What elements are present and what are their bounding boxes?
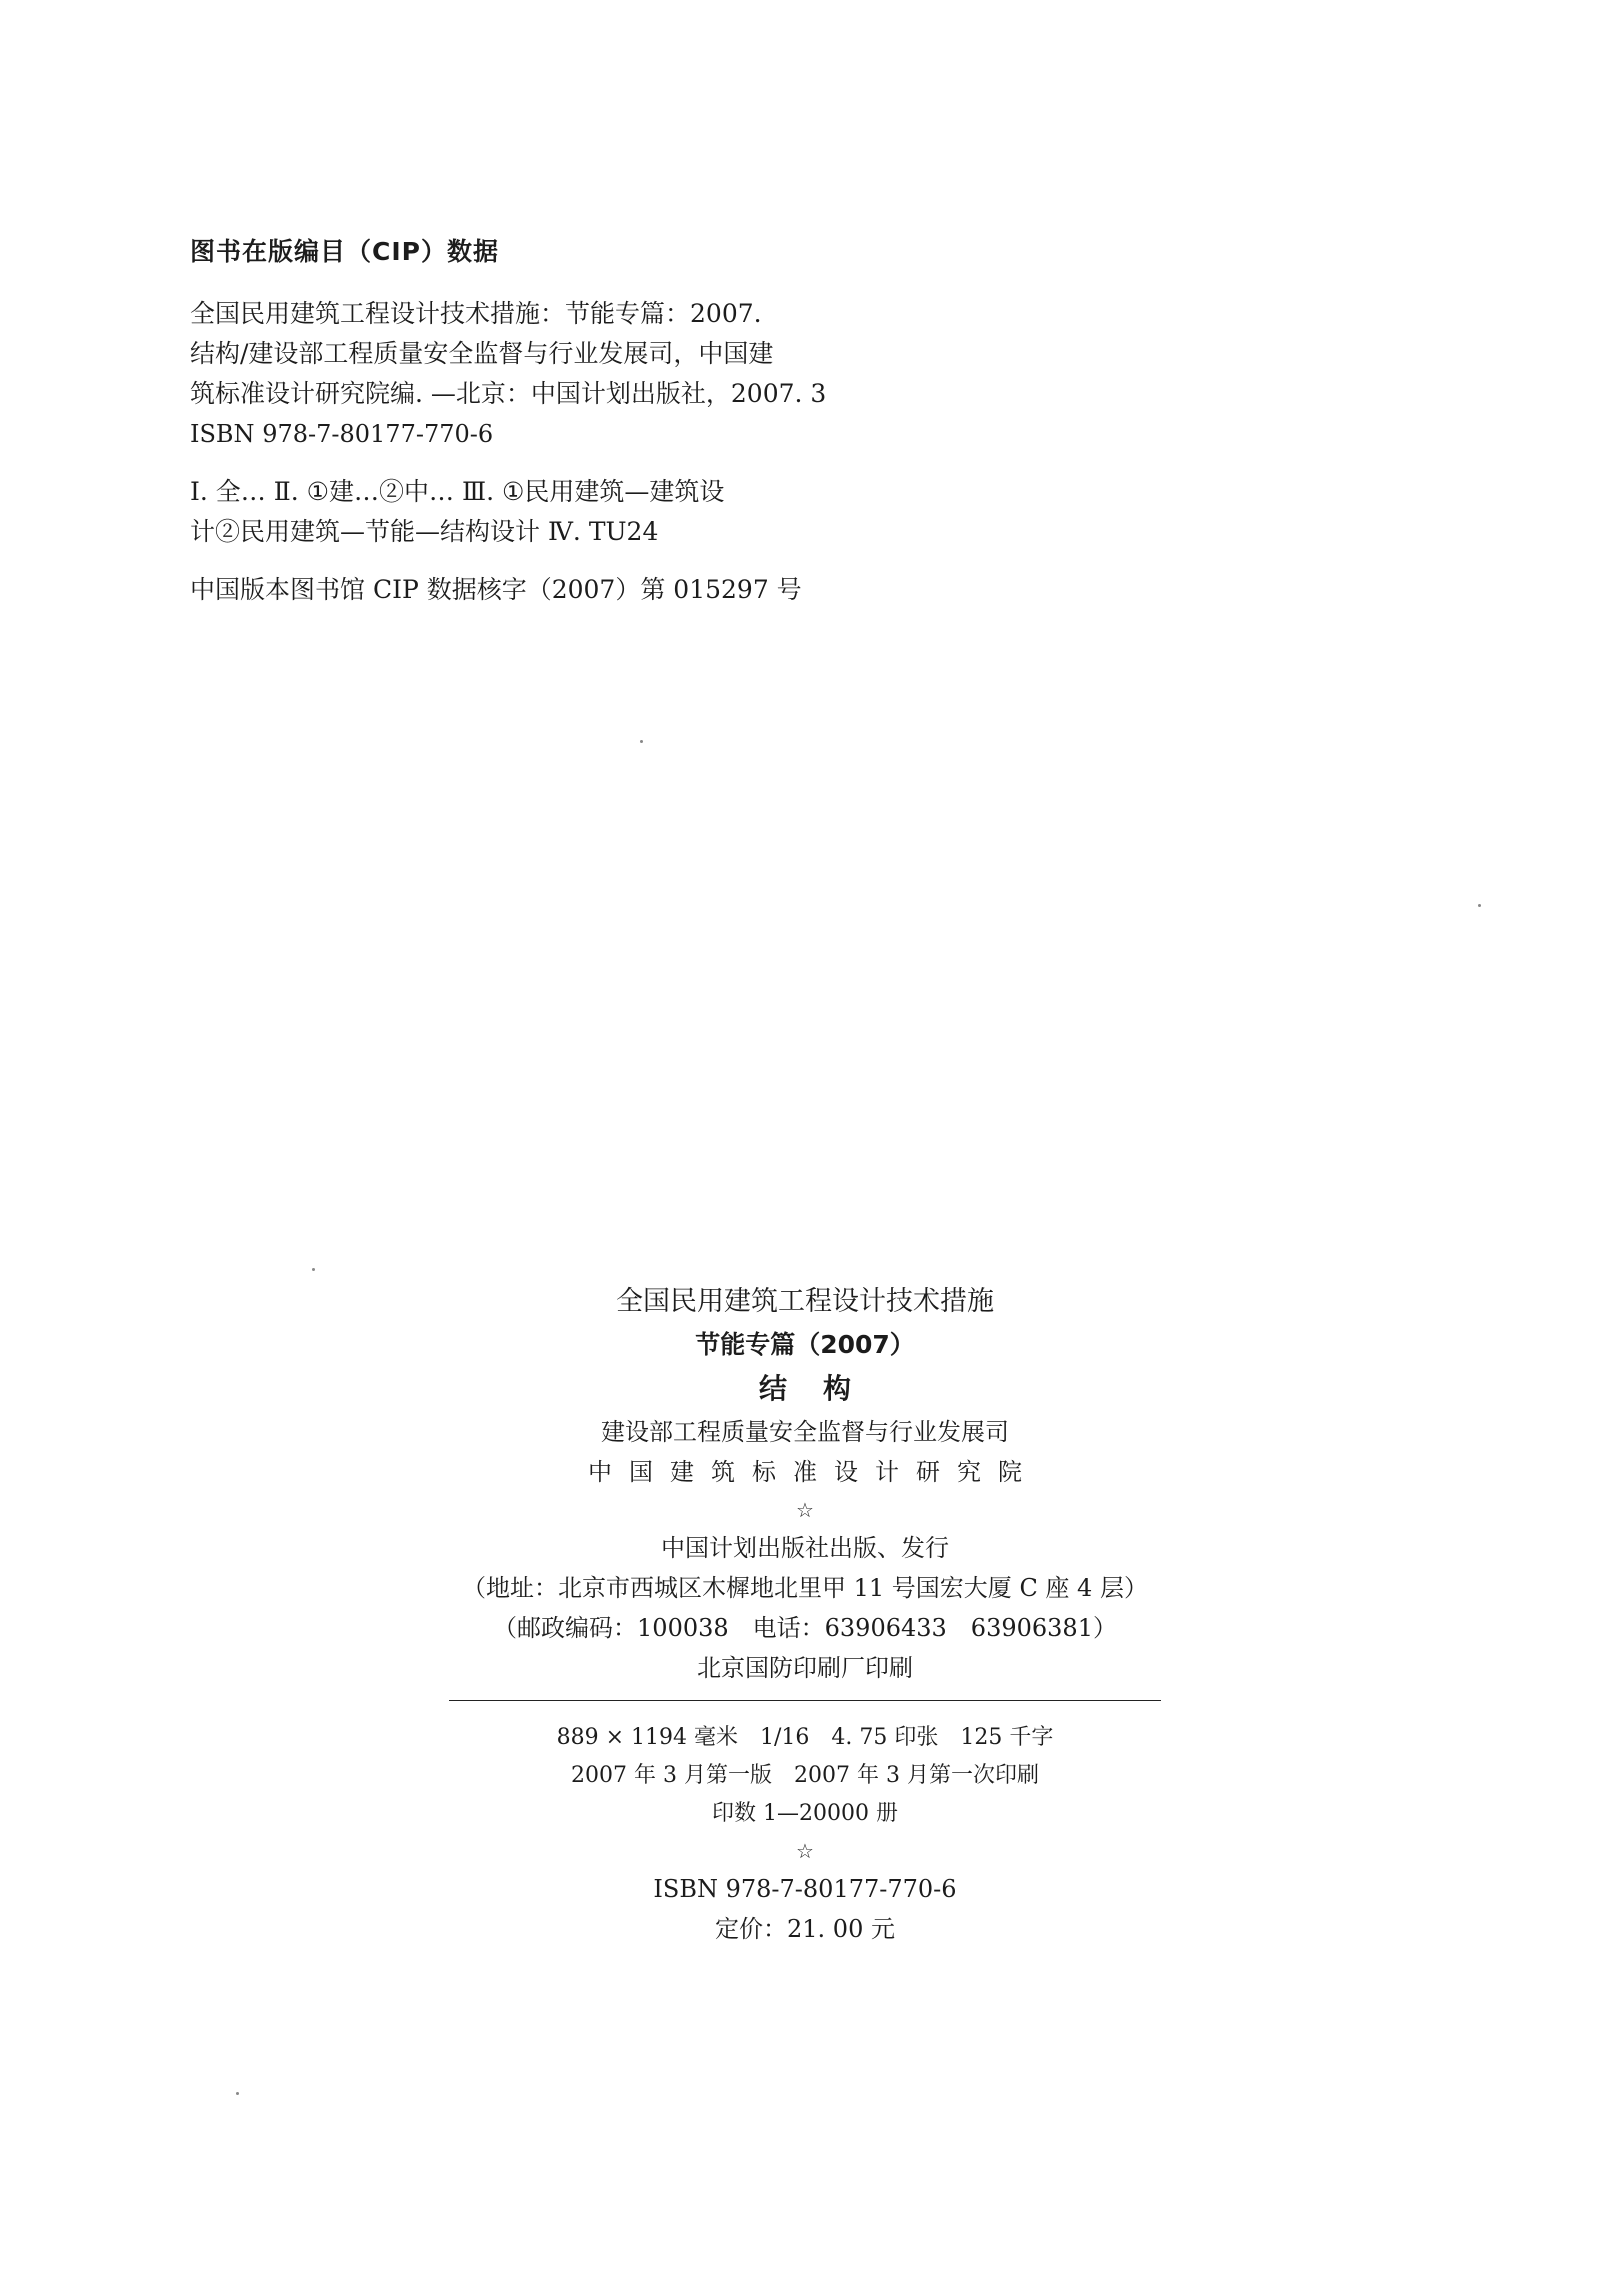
cip-isbn: ISBN 978-7-80177-770-6: [190, 420, 494, 448]
imprint-block: [0, 1280, 1610, 1949]
publisher-contact: （邮政编码：100038 电话：63906433 63906381）: [493, 1614, 1117, 1642]
cip-description-line: 全国民用建筑工程设计技术措施：节能专篇：2007.: [190, 299, 762, 328]
scan-speck: [640, 740, 643, 743]
cip-description-line: 筑标准设计研究院编. —北京：中国计划出版社，2007. 3: [190, 379, 827, 408]
author-department: 建设部工程质量安全监督与行业发展司: [601, 1418, 1009, 1446]
author-institute: 中国建筑标准设计研究院: [588, 1458, 1039, 1486]
publisher-line: 中国计划出版社出版、发行: [661, 1534, 949, 1562]
edition-line: 2007 年 3 月第一版 2007 年 3 月第一次印刷: [571, 1763, 1039, 1788]
book-title: 全国民用建筑工程设计技术措施: [616, 1286, 994, 1317]
cip-classification-line: 计②民用建筑—节能—结构设计 Ⅳ. TU24: [190, 517, 659, 546]
cip-heading: 图书在版编目（CIP）数据: [190, 237, 499, 266]
cip-classification-line: Ⅰ. 全… Ⅱ. ①建…②中… Ⅲ. ①民用建筑—建筑设: [190, 477, 725, 506]
book-subtitle: 节能专篇（2007）: [695, 1330, 915, 1359]
cip-data-block: [190, 232, 850, 610]
printer-line: 北京国防印刷厂印刷: [697, 1654, 913, 1682]
format-line: 889 × 1194 毫米 1/16 4. 75 印张 125 千字: [556, 1725, 1054, 1750]
rule-wrap: [0, 1700, 1610, 1701]
horizontal-rule: [449, 1700, 1161, 1701]
scan-speck: [312, 1268, 315, 1271]
cip-number: 中国版本图书馆 CIP 数据核字（2007）第 015297 号: [190, 575, 802, 604]
scan-speck: [236, 2092, 239, 2095]
print-run-line: 印数 1—20000 册: [712, 1801, 898, 1826]
book-volume: 结构: [758, 1372, 887, 1405]
scan-speck: [1478, 904, 1481, 907]
publisher-address: （地址：北京市西城区木樨地北里甲 11 号国宏大厦 C 座 4 层）: [462, 1574, 1148, 1602]
imprint-isbn: ISBN 978-7-80177-770-6: [653, 1875, 957, 1903]
price-line: 定价：21. 00 元: [715, 1915, 895, 1943]
star-divider-icon: ☆: [796, 1498, 814, 1522]
star-divider-icon: ☆: [796, 1839, 814, 1863]
cip-description-line: 结构/建设部工程质量安全监督与行业发展司，中国建: [190, 339, 774, 368]
